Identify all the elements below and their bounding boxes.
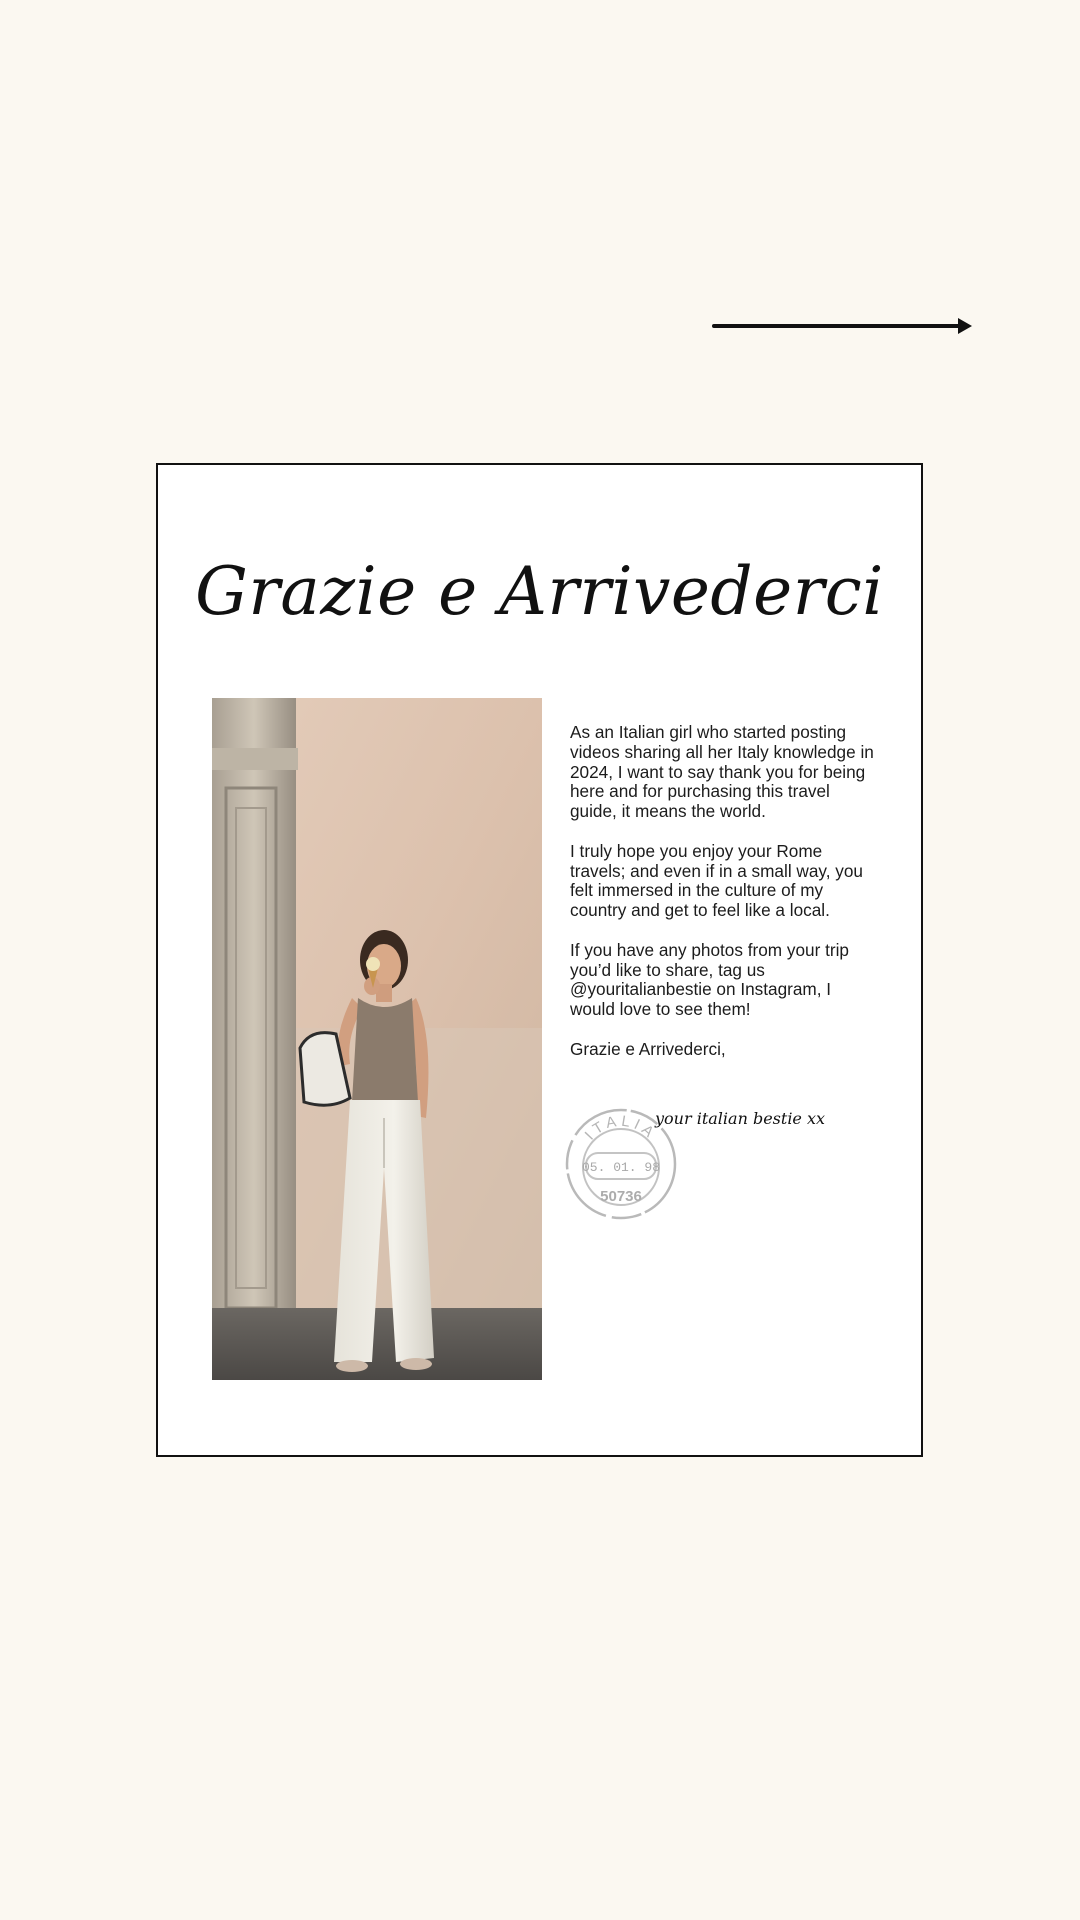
- thank-you-card: [156, 463, 923, 1457]
- letter-paragraph: As an Italian girl who started posting videos sharing all her Italy knowledge in 2024, I want to say thank you for being here and for purchasing this travel guide, it means the world.: [570, 722, 874, 822]
- page-title: Grazie e Arrivederci: [195, 553, 884, 630]
- letter-paragraph: I truly hope you enjoy your Rome travels; and even if in a small way, you felt immersed in the culture of my country and get to feel like a local.: [570, 840, 863, 921]
- stamp-date: 05. 01. 98: [581, 1160, 661, 1175]
- author-photo-illustration: [212, 698, 542, 1380]
- thank-you-letter: [570, 723, 875, 1060]
- stamp-country: ITALIA: [581, 1112, 660, 1144]
- author-photo: [212, 698, 542, 1380]
- signature: your italian bestie xx: [655, 1109, 826, 1128]
- letter-closing: Grazie e Arrivederci,: [570, 1038, 726, 1059]
- letter-paragraph: If you have any photos from your trip you’d like to share, tag us @youritalianbestie on Instagram, I would love to see them!: [570, 939, 849, 1020]
- stamp-code: 50736: [600, 1188, 642, 1205]
- arrow-right-icon[interactable]: [712, 316, 974, 336]
